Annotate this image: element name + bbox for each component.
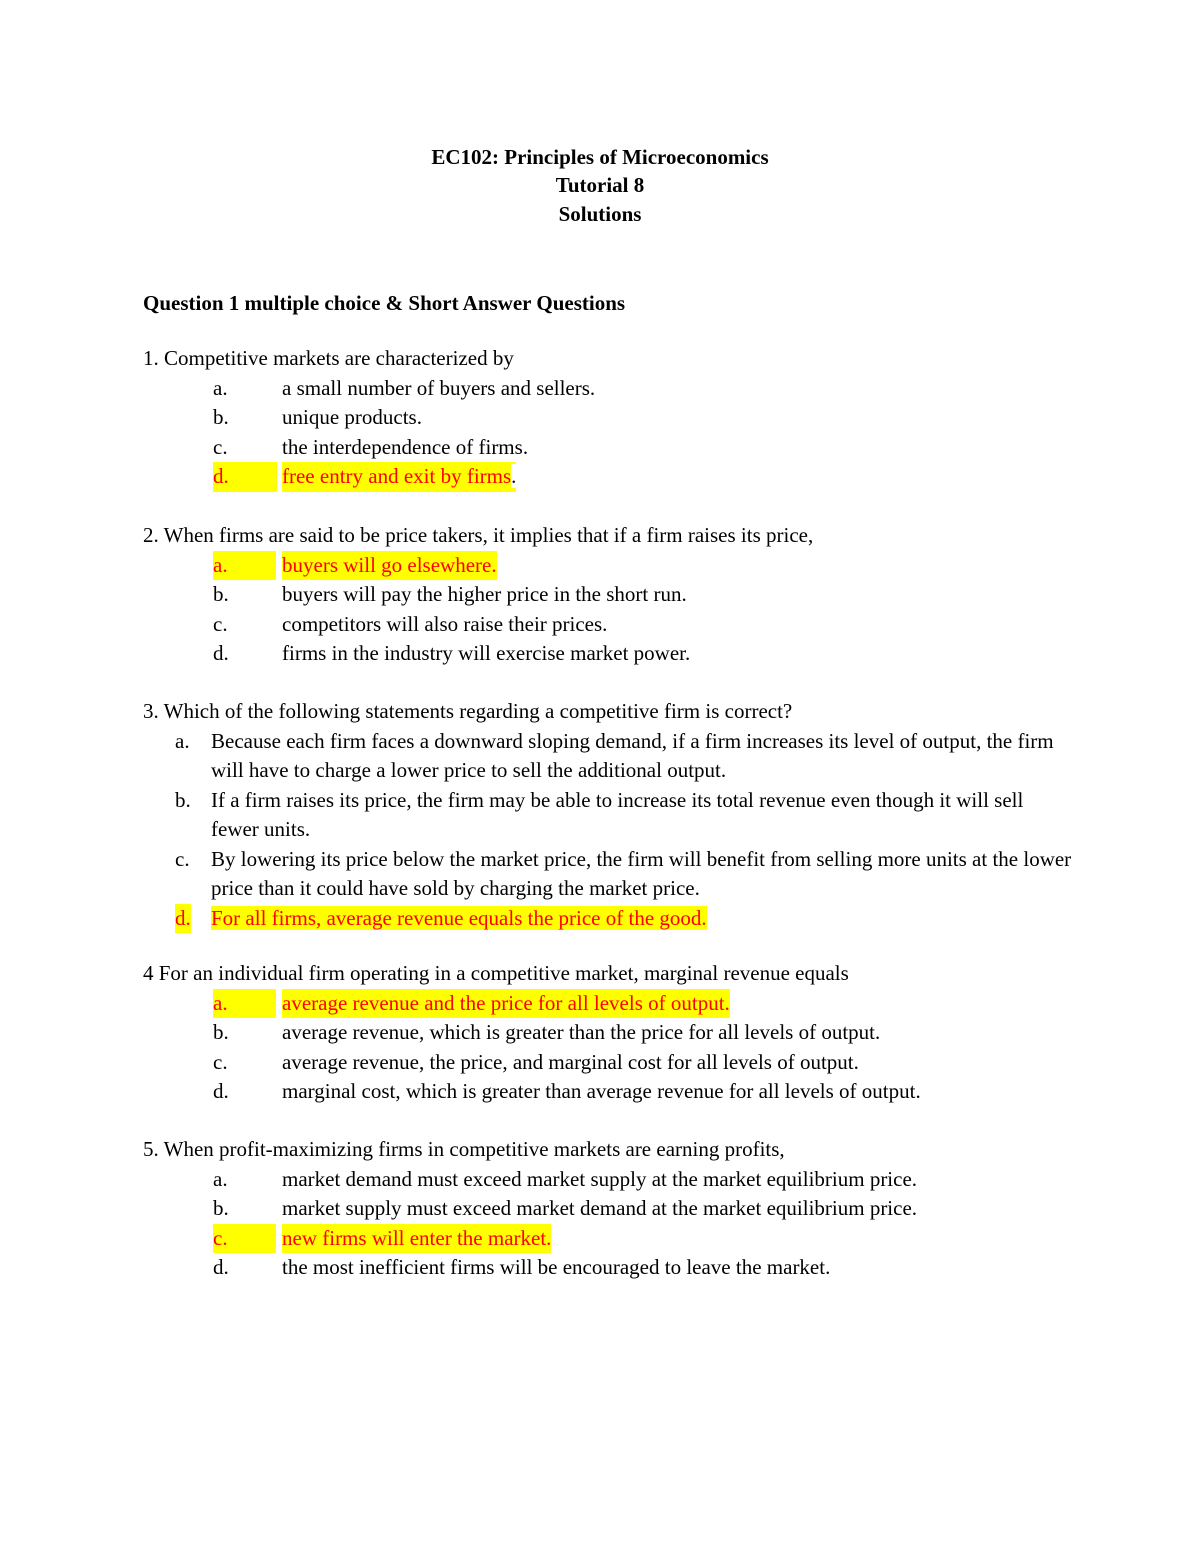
question-4 [143, 959, 1083, 1107]
option-text: the interdependence of firms. [282, 434, 529, 459]
option-5c-correct-answer [143, 1224, 1083, 1254]
question-stem: 2. When firms are said to be price takers, it implies that if a firm raises its price, [143, 523, 814, 547]
question-stem: 5. When profit-maximizing firms in competitive markets are earning profits, [143, 1137, 785, 1161]
option-letter: a. [213, 989, 276, 1019]
option-letter: d. [213, 1079, 229, 1103]
option-letter: b. [175, 787, 191, 812]
option-text: average revenue, the price, and marginal cost for all levels of output. [282, 1049, 859, 1074]
option-letter: a. [213, 551, 276, 581]
option-2b [143, 580, 1083, 610]
course-title: EC102: Principles of Microeconomics [431, 145, 769, 169]
option-letter: a. [213, 1166, 228, 1191]
option-text: a small number of buyers and sellers. [282, 375, 596, 400]
answer-text: free entry and exit by firms [282, 464, 512, 488]
option-text: market supply must exceed market demand at the market equilibrium price. [282, 1196, 918, 1220]
option-letter: b. [213, 582, 229, 606]
tutorial-title: Tutorial 8 [555, 173, 645, 197]
question-3 [143, 697, 1073, 933]
option-letter: d. [213, 641, 229, 665]
option-4b [143, 1018, 1083, 1048]
option-letter: c. [213, 611, 228, 636]
option-4d [143, 1077, 1083, 1107]
option-2d [143, 639, 1083, 669]
option-letter: d. [213, 462, 277, 492]
option-text: competitors will also raise their prices. [282, 611, 608, 636]
option-letter: c. [175, 846, 190, 871]
question-2 [143, 521, 1083, 669]
option-5a [143, 1165, 1083, 1195]
option-text: If a firm raises its price, the firm may be able to increase its total revenue even though it will sell fewer units. [211, 787, 1024, 841]
option-3d-correct-answer [143, 904, 1073, 934]
option-text: new firms will enter the market. [282, 1224, 551, 1254]
option-text: Because each firm faces a downward sloping demand, if a firm increases its level of output, the firm will have to charge a lower price to sell the additional output. [211, 728, 1054, 782]
option-text: For all firms, average revenue equals the price of the good. [211, 905, 707, 930]
option-3b [143, 786, 1073, 845]
option-letter: b. [213, 405, 229, 429]
solutions-subtitle: Solutions [558, 202, 642, 226]
option-1a [143, 374, 1083, 404]
option-4c [143, 1048, 1083, 1078]
option-2c [143, 610, 1083, 640]
question-1 [143, 344, 1083, 492]
option-text: By lowering its price below the market price, the firm will benefit from selling more units at the lower price than it could have sold by charging the market price. [211, 846, 1072, 900]
option-letter: d. [213, 1255, 229, 1279]
option-letter: b. [213, 1196, 229, 1220]
answer-period: . [511, 464, 517, 488]
question-stem: 1. Competitive markets are characterized by [143, 346, 514, 370]
option-letter: a. [175, 728, 190, 753]
option-letter: c. [213, 1049, 228, 1074]
option-text: average revenue and the price for all levels of output. [282, 989, 730, 1019]
option-1b [143, 403, 1083, 433]
option-1c [143, 433, 1083, 463]
option-text: buyers will go elsewhere. [282, 551, 497, 581]
option-4a-correct-answer [143, 989, 1083, 1019]
option-text: average revenue, which is greater than the price for all levels of output. [282, 1020, 881, 1044]
option-letter: a. [213, 375, 228, 400]
section-title: Question 1 multiple choice & Short Answer Questions [143, 291, 626, 315]
option-text [282, 462, 516, 492]
option-text: buyers will pay the higher price in the short run. [282, 582, 687, 606]
option-letter: c. [213, 1224, 276, 1254]
option-1d-correct-answer [143, 462, 1083, 492]
question-stem: 3. Which of the following statements regarding a competitive firm is correct? [143, 699, 793, 723]
option-3a [143, 727, 1073, 786]
option-5d [143, 1253, 1083, 1283]
option-text: the most inefficient firms will be encouraged to leave the market. [282, 1255, 831, 1279]
option-letter: d. [175, 904, 191, 934]
option-text: firms in the industry will exercise market power. [282, 641, 691, 665]
option-letter: b. [213, 1020, 229, 1044]
option-letter: c. [213, 434, 228, 459]
option-text: unique products. [282, 405, 422, 429]
option-3c [143, 845, 1073, 904]
option-text: marginal cost, which is greater than average revenue for all levels of output. [282, 1079, 921, 1103]
option-2a-correct-answer [143, 551, 1083, 581]
option-5b [143, 1194, 1083, 1224]
option-text: market demand must exceed market supply at the market equilibrium price. [282, 1166, 918, 1191]
question-5 [143, 1135, 1083, 1283]
question-stem: 4 For an individual firm operating in a competitive market, marginal revenue equals [143, 961, 849, 985]
